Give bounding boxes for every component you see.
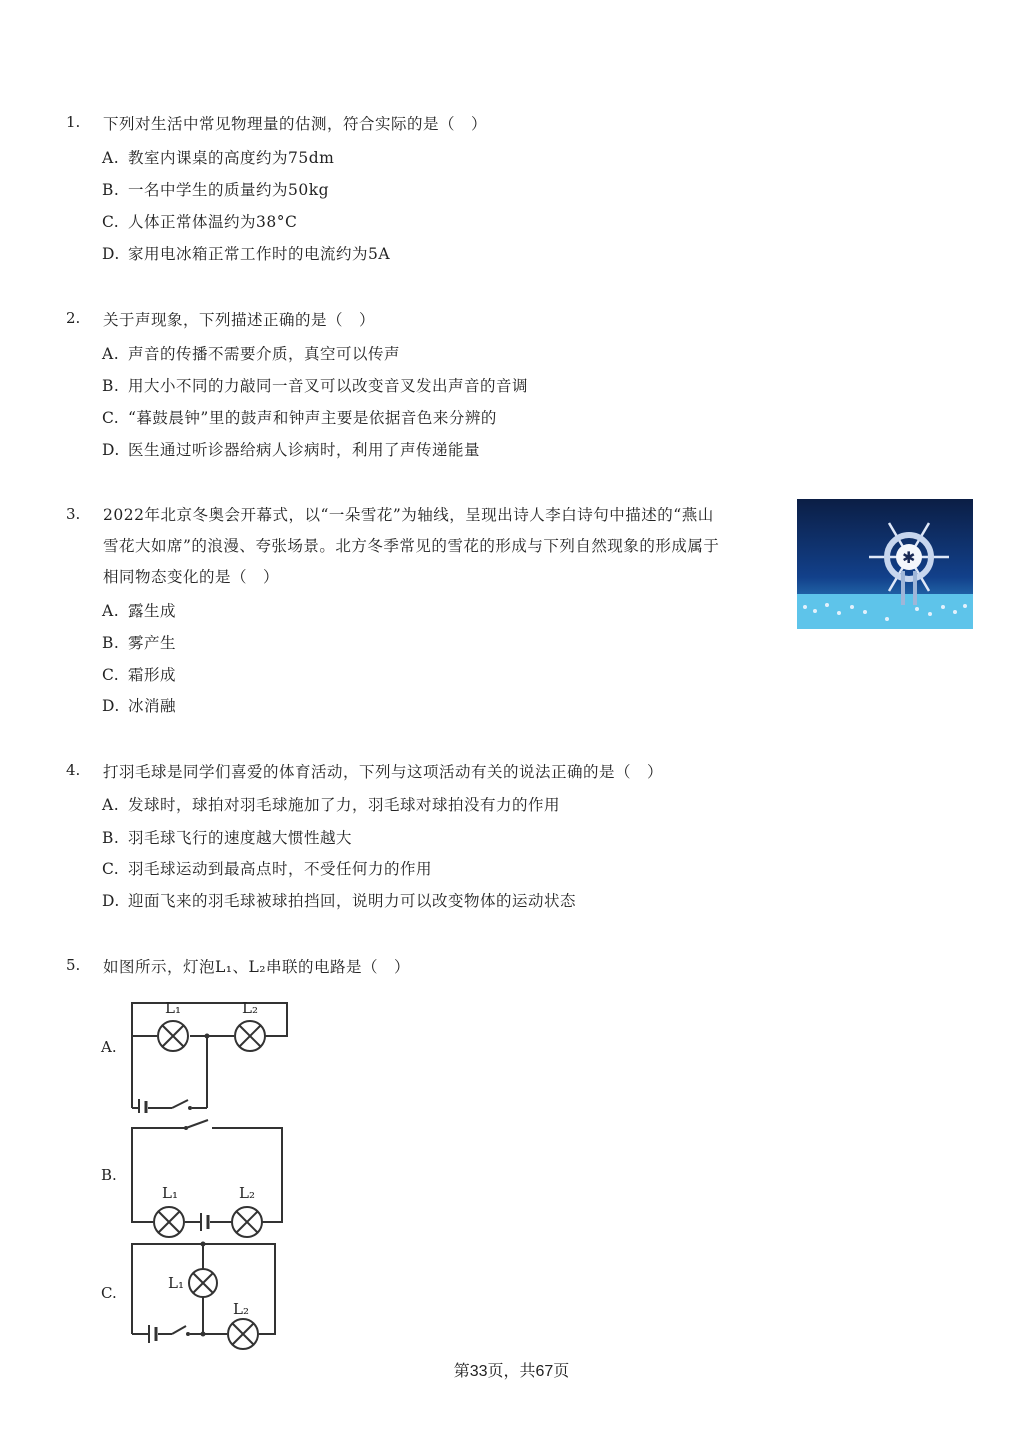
option-c: C. “暮鼓晨钟”里的鼓声和钟声主要是依据音色来分辨的 — [102, 409, 497, 427]
switch-icon — [186, 1332, 190, 1336]
lamp-icon — [228, 1319, 258, 1349]
option-c: C. 羽毛球运动到最高点时，不受任何力的作用 — [102, 860, 433, 878]
circuit-diagram-c — [122, 1236, 297, 1356]
question-stem: 打羽毛球是同学们喜爱的体育活动，下列与这项活动有关的说法正确的是（ ） — [103, 763, 664, 781]
lamp-icon — [189, 1269, 217, 1297]
lamp-l2-label: L₂ — [239, 1184, 255, 1202]
option-b: B. 雾产生 — [102, 634, 177, 652]
question-stem: 2022年北京冬奥会开幕式，以“一朵雪花”为轴线，呈现出诗人李白诗句中描述的“燕山 雪花大如席”的浪漫、夸张场景。北方冬季常见的雪花的形成与下列自然现象的形成属于 相同物态变化的是（ ） — [103, 506, 720, 586]
question-stem: 下列对生活中常见物理量的估测，符合实际的是（ ） — [103, 115, 488, 133]
option-a: A. 声音的传播不需要介质，真空可以传声 — [102, 345, 401, 363]
lamp-icon — [235, 1021, 265, 1051]
option-a: A. 露生成 — [102, 602, 177, 620]
lamp-l1-label: L₁ — [162, 1184, 178, 1202]
option-a: A. 教室内课桌的高度约为75dm — [102, 149, 335, 167]
option-a: A. 发球时，球拍对羽毛球施加了力，羽毛球对球拍没有力的作用 — [102, 796, 561, 814]
option-c-label: C. — [101, 1284, 117, 1302]
option-b: B. 用大小不同的力敲同一音叉可以改变音叉发出声音的音调 — [102, 377, 529, 395]
circuit-diagram-a — [122, 983, 297, 1113]
question-number: 3. — [66, 505, 81, 523]
question-number: 4. — [66, 761, 81, 779]
option-c: C. 霜形成 — [102, 666, 177, 684]
circuit-diagram-b — [122, 1116, 297, 1241]
option-a-label: A. — [101, 1038, 117, 1056]
svg-text:✱: ✱ — [902, 548, 916, 567]
option-d: D. 迎面飞来的羽毛球被球拍挡回，说明力可以改变物体的运动状态 — [102, 892, 577, 910]
lamp-l2-label: L₂ — [242, 999, 258, 1017]
lamp-icon — [232, 1207, 262, 1237]
lamp-icon — [154, 1207, 184, 1237]
page-footer: 第33页，共67页 — [453, 1363, 570, 1380]
question-number: 5. — [66, 956, 81, 974]
option-b-label: B. — [101, 1166, 117, 1184]
switch-icon — [184, 1126, 188, 1130]
switch-icon — [188, 1106, 192, 1110]
option-b: B. 羽毛球飞行的速度越大惯性越大 — [102, 829, 353, 847]
lamp-l1-label: L₁ — [165, 999, 181, 1017]
question-stem: 如图所示，灯泡L₁、L₂串联的电路是（ ） — [103, 958, 411, 976]
snowflake-ceremony-photo — [797, 499, 973, 629]
question-stem: 关于声现象，下列描述正确的是（ ） — [103, 311, 376, 329]
option-d: D. 医生通过听诊器给病人诊病时，利用了声传递能量 — [102, 441, 481, 459]
question-number: 1. — [66, 113, 81, 131]
option-d: D. 家用电冰箱正常工作时的电流约为5A — [102, 245, 391, 263]
lamp-l1-label: L₁ — [168, 1274, 184, 1292]
lamp-icon — [158, 1021, 188, 1051]
question-number: 2. — [66, 309, 81, 327]
option-c: C. 人体正常体温约为38°C — [102, 213, 298, 231]
lamp-l2-label: L₂ — [233, 1300, 249, 1318]
option-d: D. 冰消融 — [102, 697, 177, 715]
option-b: B. 一名中学生的质量约为50kg — [102, 181, 330, 199]
